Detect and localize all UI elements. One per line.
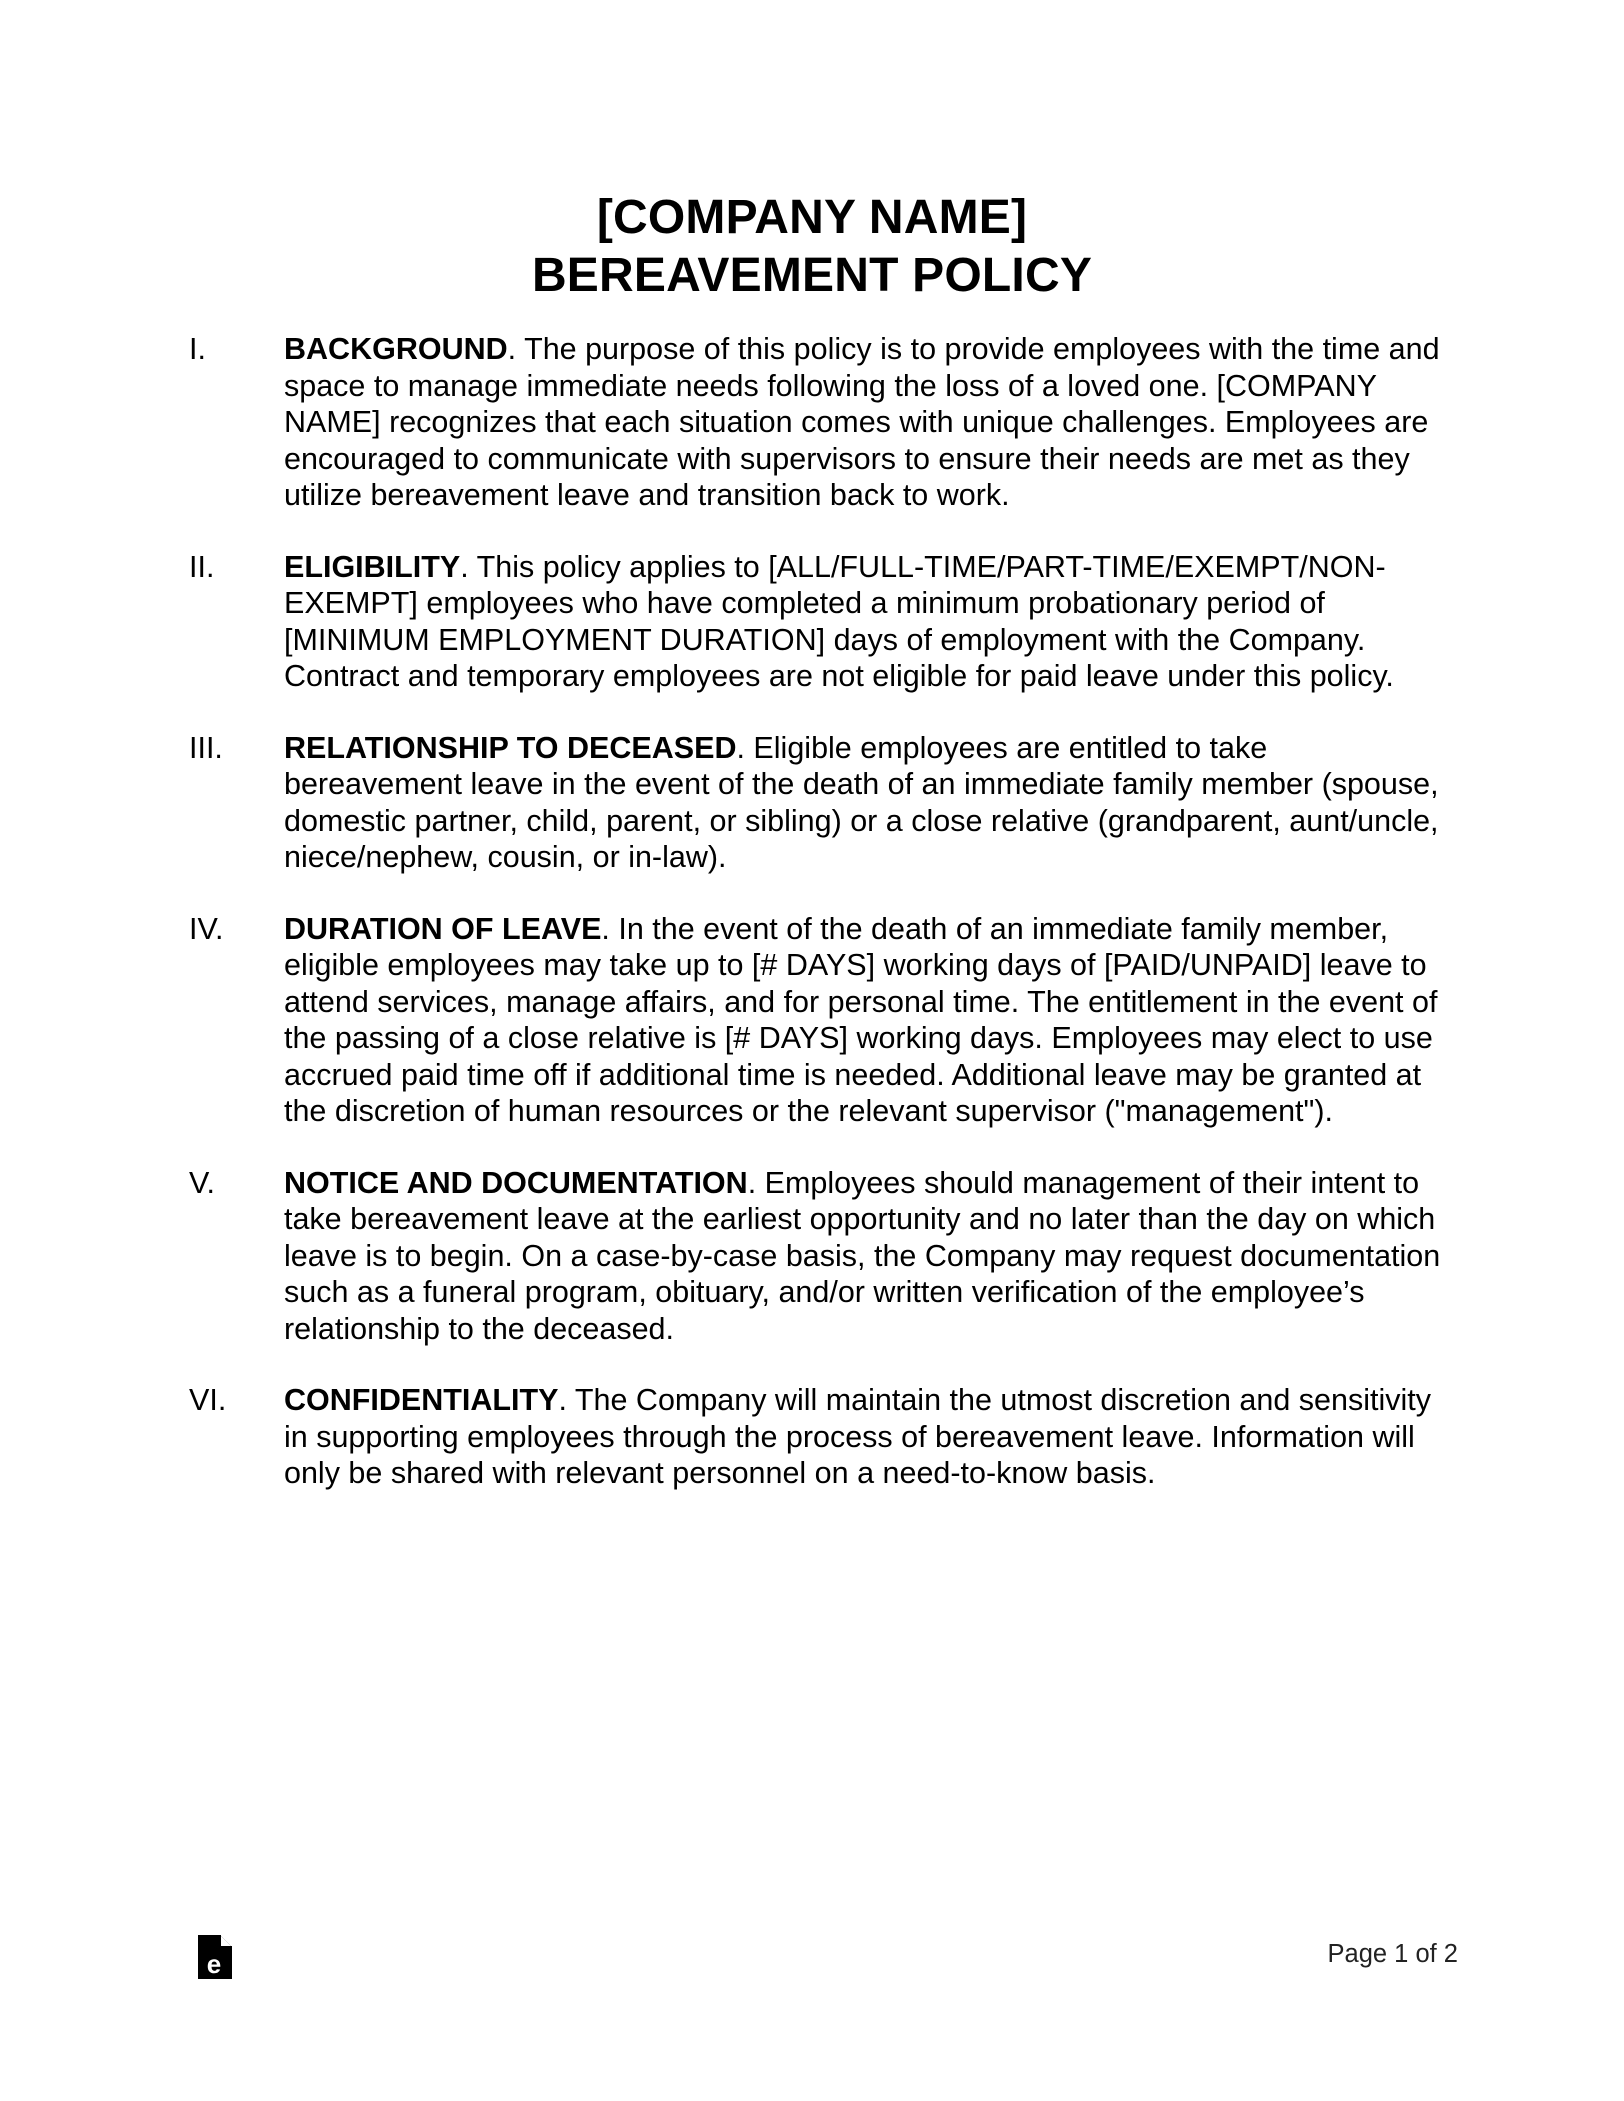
section-body: . Eligible employees are entitled to take bereavement leave in the event of the death of an immediate family member (spouse, domestic partner, child, parent, or sibling) or a close relative (grandparent, aunt/uncle, niece/nephew, cousin, or in-law). (284, 730, 1439, 874)
section-numeral: IV. (189, 911, 224, 946)
svg-text:e: e (206, 1949, 222, 1979)
section-body: . The Company will maintain the utmost discretion and sensitivity in supporting employees through the process of bereavement leave. Information will only be shared with relevant personnel on a need-to-know basis. (284, 1383, 1431, 1490)
section-heading: RELATIONSHIP TO DECEASED (284, 730, 737, 765)
page-number: Page 1 of 2 (1327, 1940, 1458, 1968)
section-numeral: I. (189, 332, 206, 366)
section-heading: ELIGIBILITY (284, 549, 461, 584)
title-policy-name: BEREAVEMENT POLICY (531, 249, 1093, 302)
policy-sections (189, 331, 1449, 1527)
section-confidentiality (189, 1382, 1449, 1492)
document-e-logo-icon (198, 1935, 232, 1979)
section-numeral: V. (189, 1165, 216, 1200)
document-title (0, 189, 1624, 305)
section-heading: BACKGROUND (284, 332, 508, 366)
section-notice-and-documentation (189, 1165, 1449, 1348)
section-body: . The purpose of this policy is to provide employees with the time and space to manage immediate needs following the loss of a loved one. [COMPANY NAME] recognizes that each situation comes with unique challenges. Employees are encouraged to communicate with supervisors to ensure their needs are met as they utilize bereavement leave and transition back to work. (284, 332, 1440, 512)
section-body: . This policy applies to [ALL/FULL-TIME/PART-TIME/EXEMPT/NON-EXEMPT] employees who have completed a minimum probationary period of [MINIMUM EMPLOYMENT DURATION] days of employment with the Company. Contract and temporary employees are not eligible for paid leave under this policy. (284, 549, 1394, 693)
section-body: . In the event of the death of an immediate family member, eligible employees may take up to [# DAYS] working days of [PAID/UNPAID] leave to attend services, manage affairs, and for personal time. The entitlement in the event of the passing of a close relative is [# DAYS] working days. Employees may elect to use accrued paid time off if additional time is needed. Additional leave may be granted at the discretion of human resources or the relevant supervisor ("management"). (284, 911, 1438, 1128)
section-relationship-to-deceased (189, 730, 1449, 876)
section-duration-of-leave (189, 911, 1449, 1130)
section-background (189, 331, 1449, 514)
section-heading: CONFIDENTIALITY (284, 1383, 559, 1417)
title-company-name: [COMPANY NAME] (596, 191, 1028, 244)
section-numeral: III. (189, 730, 223, 765)
section-heading: NOTICE AND DOCUMENTATION (284, 1165, 748, 1200)
section-eligibility (189, 549, 1449, 695)
section-numeral: VI. (189, 1383, 227, 1417)
section-numeral: II. (189, 549, 215, 584)
section-body: . Employees should management of their intent to take bereavement leave at the earliest opportunity and no later than the day on which leave is to begin. On a case-by-case basis, the Company may request documentation such as a funeral program, obituary, and/or written verification of the employee’s relationship to the deceased. (284, 1165, 1441, 1346)
section-heading: DURATION OF LEAVE (284, 911, 602, 946)
